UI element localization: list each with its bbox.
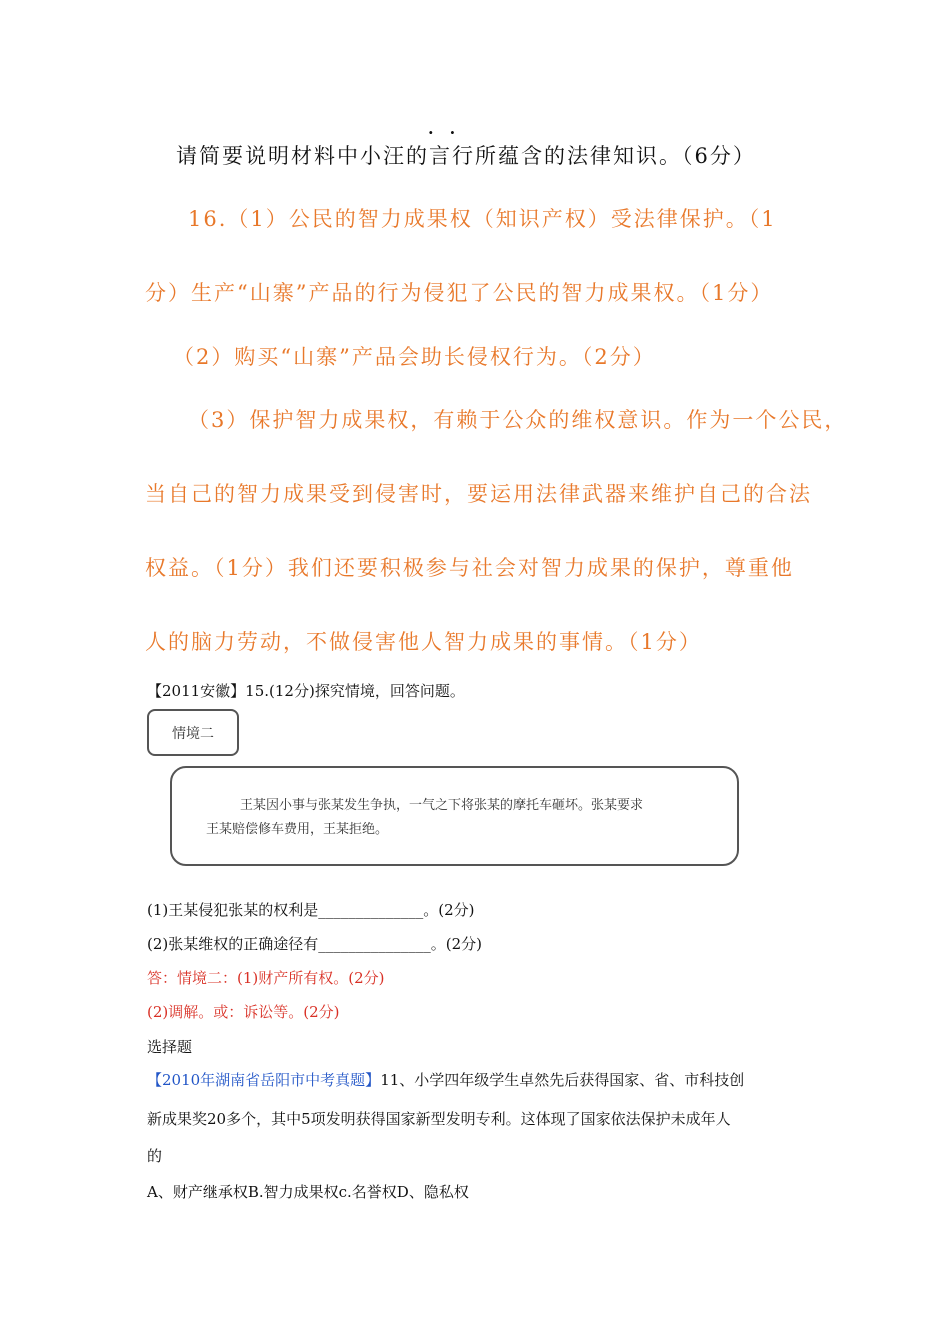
q15-sub1: (1)王某侵犯张某的权利是______________。(2分) bbox=[147, 901, 475, 919]
answer16-line2: 分）生产“山寨”产品的行为侵犯了公民的智力成果权。（1分） bbox=[145, 281, 774, 305]
answer16-line4: （3）保护智力成果权，有赖于公众的维权意识。作为一个公民， bbox=[188, 408, 848, 432]
q15-header: 【2011安徽】15.(12分)探究情境，回答问题。 bbox=[147, 682, 465, 700]
choice-section-title: 选择题 bbox=[147, 1038, 193, 1056]
answer16-line7: 人的脑力劳动，不做侵害他人智力成果的事情。（1分） bbox=[145, 630, 702, 654]
choice-question-line1 bbox=[147, 1069, 744, 1090]
q15-sub2: (2)张某维权的正确途径有_______________。(2分) bbox=[147, 935, 482, 953]
q15-answer1: 答：情境二：(1)财产所有权。(2分) bbox=[147, 969, 385, 987]
choice-options: A、财产继承权B.智力成果权c.名誉权D、隐私权 bbox=[147, 1183, 469, 1201]
choice-question-line2: 新成果奖20多个，其中5项发明获得国家新型发明专利。这体现了国家依法保护未成年人 bbox=[147, 1110, 731, 1128]
scenario-label-box bbox=[147, 709, 239, 756]
scenario-line-1: 王某因小事与张某发生争执，一气之下将张某的摩托车砸坏。张某要求 bbox=[240, 798, 644, 813]
choice-question-line3: 的 bbox=[147, 1147, 163, 1165]
question-prompt: 请简要说明材料中小汪的言行所蕴含的法律知识。（6分） bbox=[176, 144, 756, 168]
answer16-line5: 当自己的智力成果受到侵害时，要运用法律武器来维护自己的合法 bbox=[145, 482, 812, 506]
scenario-label: 情境二 bbox=[172, 725, 214, 742]
answer16-line3: （2）购买“山寨”产品会助长侵权行为。（2分） bbox=[173, 345, 656, 369]
answer16-line1: 16.（1）公民的智力成果权（知识产权）受法律保护。（1 bbox=[188, 207, 777, 231]
q15-answer2: (2)调解。或：诉讼等。(2分) bbox=[147, 1003, 340, 1021]
scenario-line-2: 王某赔偿修车费用，王某拒绝。 bbox=[206, 822, 389, 837]
emphasis-dots: ·· bbox=[428, 123, 472, 142]
scenario-content-box bbox=[170, 766, 739, 866]
answer16-line6: 权益。（1分）我们还要积极参与社会对智力成果的保护，尊重他 bbox=[145, 556, 794, 580]
choice-question-part1: 11、小学四年级学生卓然先后获得国家、省、市科技创 bbox=[380, 1071, 745, 1089]
choice-source: 【2010年湖南省岳阳市中考真题】 bbox=[147, 1071, 381, 1089]
